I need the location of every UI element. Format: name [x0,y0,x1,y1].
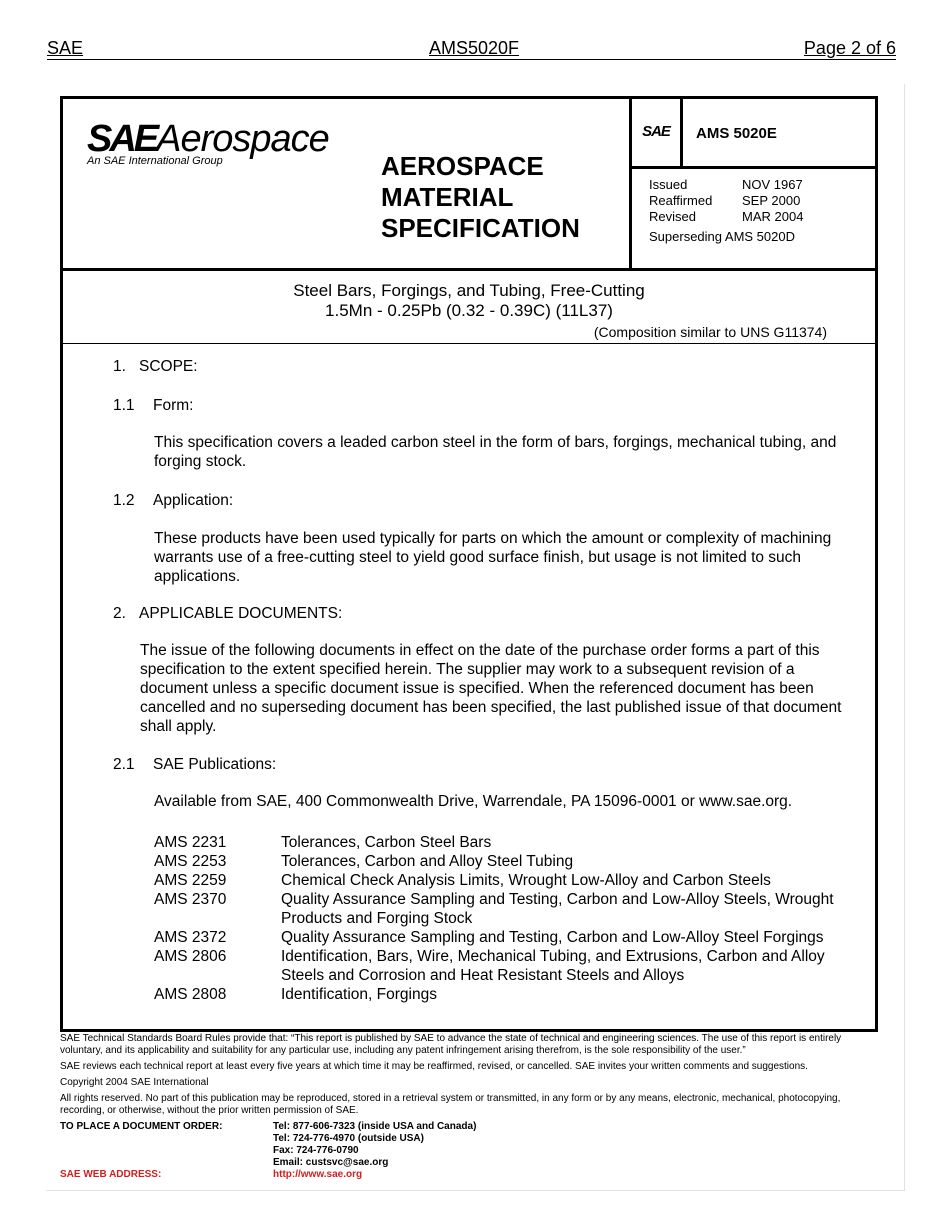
header-page-number: Page 2 of 6 [803,38,896,58]
sae-aerospace-logo [87,119,329,167]
spec-info-box [629,99,878,268]
subject-composition-note: (Composition similar to UNS G11374) [593,324,827,340]
list-item: AMS 2808 Identification, Forgings [154,986,437,1003]
application-paragraph: These products have been used typically for parts on which the amount or complexity of machining warrants use of a free-cutting steel to yield good surface finish, but usage is not limited to such applications. [154,530,832,585]
sae-publications-paragraph: Available from SAE, 400 Commonwealth Drive, Warrendale, PA 15096-0001 or www.sae.org. [154,793,793,810]
title-line-1: AEROSPACE [381,151,544,181]
spec-subject [63,271,875,344]
rights-text: All rights reserved. No part of this publication may be reproduced, stored in a retrieval system or transmitted, in any form or by any means, electronic, mechanical, photocopying, recording, or otherwise, without the prior written permission of SAE. [60,1093,841,1116]
copyright-text: Copyright 2004 SAE International [60,1077,209,1088]
title-line-3: SPECIFICATION [381,213,580,243]
logo-brand-light: Aerospace [156,118,329,160]
phone-outside-usa: Tel: 724-776-4970 (outside USA) [273,1133,424,1144]
date-row: Revised MAR 2004 [649,209,804,224]
list-item: AMS 2370 Quality Assurance Sampling and Testing, Carbon and Low-Alloy Steels, Wrought Products and Forging Stock [154,891,834,927]
subject-line-2: 1.5Mn - 0.25Pb (0.32 - 0.39C) (11L37) [325,301,613,320]
phone-inside-usa: Tel: 877-606-7323 (inside USA and Canada) [273,1121,477,1132]
form-paragraph: This specification covers a leaded carbon steel in the form of bars, forgings, mechanical tubing, and forging stock. [154,434,837,470]
list-item: AMS 2253 Tolerances, Carbon and Alloy Steel Tubing [154,853,574,870]
section-heading: 1. SCOPE: [113,358,198,375]
header-doc-id: AMS5020F [429,38,520,58]
web-address-link[interactable]: http://www.sae.org [273,1169,363,1180]
logo-tagline: An SAE International Group [87,155,223,167]
subject-line-1: Steel Bars, Forgings, and Tubing, Free-Cutting [293,281,645,300]
email-address: Email: custsvc@sae.org [273,1157,389,1168]
list-item: AMS 2259 Chemical Check Analysis Limits, Wrought Low-Alloy and Carbon Steels [154,872,771,889]
subsection-heading: 1.1 Form: [113,397,194,414]
superseding-note: Superseding AMS 5020D [649,229,795,244]
sae-small-logo: SAE [632,99,683,166]
spec-title [381,151,580,244]
order-info [60,1121,885,1181]
list-item: AMS 2806 Identification, Bars, Wire, Mechanical Tubing, and Extrusions, Carbon and Alloy Steels and Corrosion and Heat Resistant Steels and Alloys [154,948,825,984]
applicable-documents-paragraph: The issue of the following documents in effect on the date of the purchase order forms a part of this specification to the extent specified herein. The supplier may work to a subsequent revision of a document unless a specific document issue is specified. When the referenced document has been cancelled and no superseding document has been specified, the last published issue of that document shall apply. [140,642,842,735]
title-line-2: MATERIAL [381,182,514,212]
spec-header [63,99,875,271]
spec-frame [60,96,878,1032]
section-heading: 2. APPLICABLE DOCUMENTS: [113,605,343,622]
page-header [47,37,896,60]
subsection-heading: 1.2 Application: [113,492,234,509]
document-list [154,833,854,1004]
web-address-label: SAE WEB ADDRESS: [60,1169,162,1180]
legal-footer [60,1033,885,1181]
header-org: SAE [47,38,84,58]
date-row: Issued NOV 1967 [649,177,803,192]
date-row: Reaffirmed SEP 2000 [649,193,801,208]
fax-number: Fax: 724-776-0790 [273,1145,359,1156]
order-label: TO PLACE A DOCUMENT ORDER: [60,1121,223,1132]
spec-dates [649,177,803,245]
list-item: AMS 2372 Quality Assurance Sampling and Testing, Carbon and Low-Alloy Steel Forgings [154,929,824,946]
list-item: AMS 2231 Tolerances, Carbon Steel Bars [154,834,492,851]
subsection-heading: 2.1 SAE Publications: [113,756,277,773]
review-text: SAE reviews each technical report at least every five years at which time it may be reaffirmed, revised, or cancelled. SAE invites your written comments and suggestions. [60,1061,808,1072]
logo-brand-bold: SAE [87,118,157,160]
board-rules-text: SAE Technical Standards Board Rules provide that: “This report is published by SAE to advance the state of technical and engineering sciences. The use of this report is entirely voluntary, and its applicability and suitability for any particular use, including any patent infringement arising therefrom, is the sole responsibility of the user.” [60,1033,842,1056]
spec-number: AMS 5020E [696,125,777,142]
